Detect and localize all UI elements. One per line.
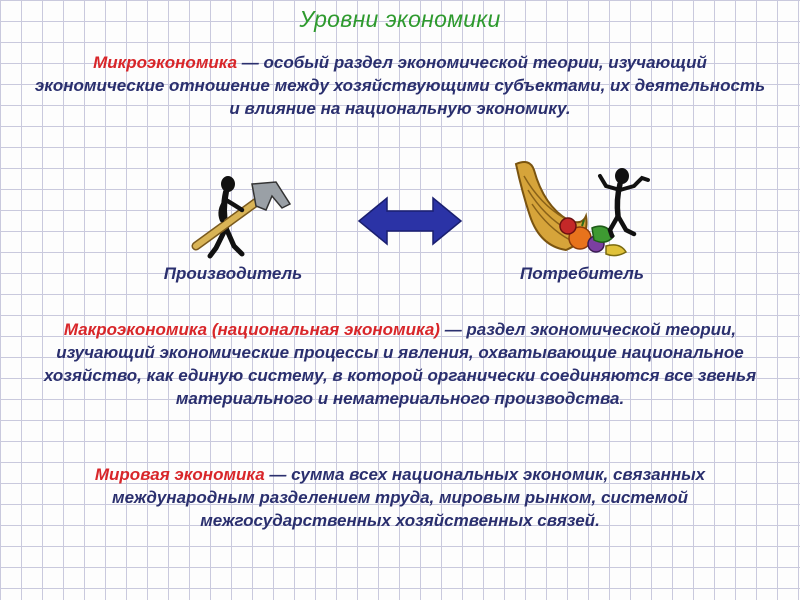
producer-label: Производитель [163, 264, 303, 283]
cornucopia-with-person-icon [510, 156, 660, 262]
double-headed-arrow-icon [357, 196, 463, 246]
world-economy-term: Мировая экономика [94, 465, 265, 484]
macroeconomics-text: — раздел экономической теории, изучающий экономические процессы и явления, охватывающие национальное хозяйство, как единую систему, в которой органически соединяются все звенья материального и нематериального производства. [43, 320, 757, 408]
microeconomics-term: Микроэкономика [93, 53, 238, 72]
worker-with-hammer-icon [186, 170, 296, 262]
world-economy-definition [30, 463, 770, 532]
microeconomics-definition [30, 51, 770, 120]
consumer-label: Потребитель [520, 264, 644, 283]
world-economy-text: — сумма всех национальных экономик, связанных международным разделением труда, мировым рынком, системой межгосударственных хозяйственных связей. [112, 465, 706, 530]
macroeconomics-term: Макроэкономика (национальная экономика) [63, 320, 440, 339]
microeconomics-text: — особый раздел экономической теории, изучающий экономические отношение между хозяйствующими субъектами, их деятельность и влияние на национальную экономику. [34, 53, 766, 118]
slide-title: Уровни экономики [299, 6, 501, 32]
macroeconomics-definition [30, 318, 770, 410]
